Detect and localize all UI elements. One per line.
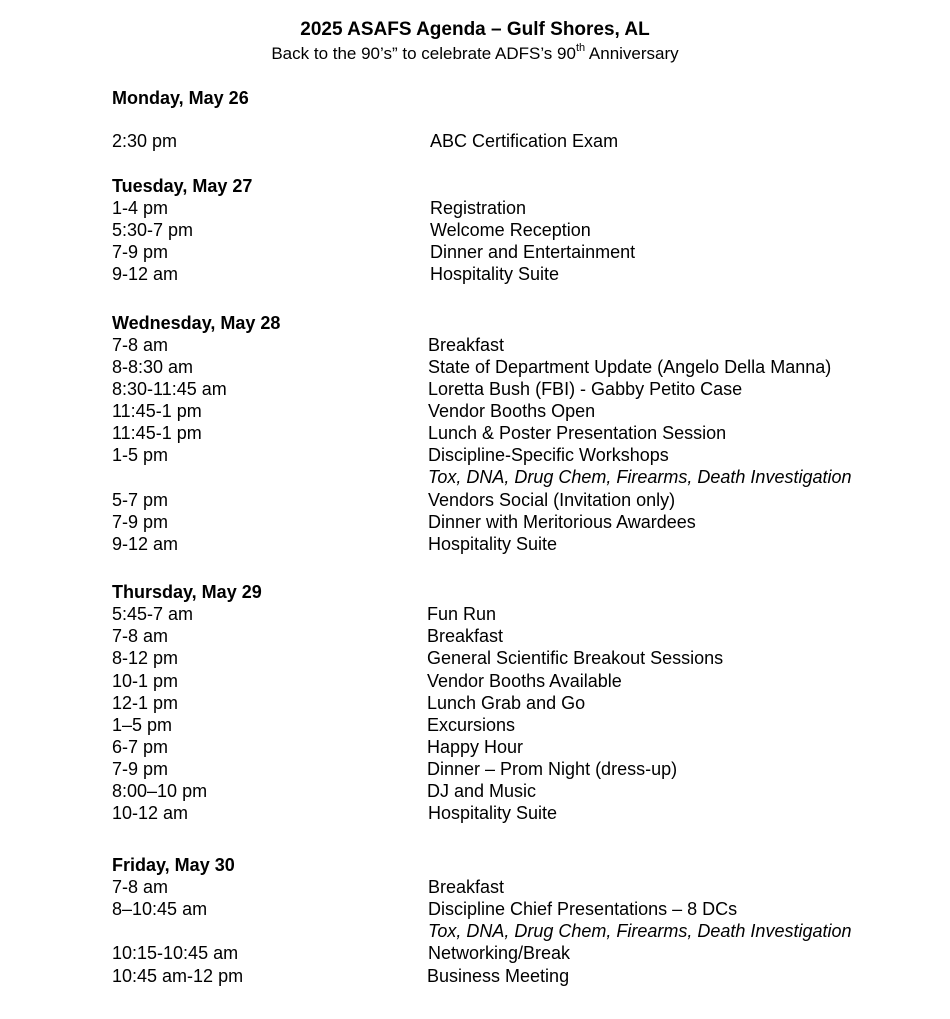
agenda-event: Networking/Break <box>428 943 571 963</box>
agenda-event: Welcome Reception <box>430 220 591 240</box>
agenda-event: ABC Certification Exam <box>430 131 619 151</box>
agenda-row <box>112 714 912 736</box>
agenda-event: Dinner with Meritorious Awardees <box>428 512 696 532</box>
day-heading-friday: Friday, May 30 <box>112 855 235 875</box>
agenda-event: Hospitality Suite <box>428 534 558 554</box>
agenda-time: 8-8:30 am <box>112 357 194 377</box>
agenda-time: 11:45-1 pm <box>112 423 202 443</box>
agenda-event: Discipline Chief Presentations – 8 DCs <box>428 899 738 919</box>
agenda-row <box>112 647 912 669</box>
agenda-time: 5:30-7 pm <box>112 220 194 240</box>
agenda-event: Vendor Booths Open <box>428 401 596 421</box>
agenda-time: 1-5 pm <box>112 445 169 465</box>
agenda-row <box>112 780 912 802</box>
agenda-event: Registration <box>430 198 527 218</box>
agenda-time: 2:30 pm <box>112 131 178 151</box>
agenda-time: 8-12 pm <box>112 648 179 668</box>
agenda-row <box>112 334 912 356</box>
agenda-time: 9-12 am <box>112 534 179 554</box>
agenda-note: Tox, DNA, Drug Chem, Firearms, Death Investigation <box>428 467 852 487</box>
agenda-event: Breakfast <box>428 877 505 897</box>
agenda-time: 7-8 am <box>112 626 169 646</box>
agenda-time: 10-12 am <box>112 803 189 823</box>
agenda-event: Dinner – Prom Night (dress-up) <box>427 759 678 779</box>
agenda-row <box>112 197 912 219</box>
agenda-time: 10-1 pm <box>112 671 179 691</box>
agenda-time: 7-8 am <box>112 335 169 355</box>
agenda-row <box>112 489 912 511</box>
agenda-time: 8:30-11:45 am <box>112 379 227 399</box>
agenda-time: 6-7 pm <box>112 737 169 757</box>
page-subtitle <box>0 43 950 65</box>
day-heading-monday: Monday, May 26 <box>112 88 249 108</box>
agenda-event: Excursions <box>427 715 516 735</box>
agenda-event: DJ and Music <box>427 781 537 801</box>
agenda-time: 12-1 pm <box>112 693 179 713</box>
day-heading-thursday: Thursday, May 29 <box>112 582 262 602</box>
agenda-row <box>112 511 912 533</box>
agenda-event: Hospitality Suite <box>428 803 558 823</box>
agenda-row <box>112 625 912 647</box>
agenda-time: 9-12 am <box>112 264 179 284</box>
agenda-event: General Scientific Breakout Sessions <box>427 648 724 668</box>
agenda-row <box>112 241 912 263</box>
agenda-time: 7-9 pm <box>112 512 169 532</box>
agenda-row <box>112 942 912 964</box>
agenda-row <box>112 802 912 824</box>
agenda-row <box>112 422 912 444</box>
agenda-note: Tox, DNA, Drug Chem, Firearms, Death Investigation <box>428 921 852 941</box>
agenda-row <box>112 533 912 555</box>
agenda-row <box>112 692 912 714</box>
agenda-time: 8–10:45 am <box>112 899 208 919</box>
agenda-event: Dinner and Entertainment <box>430 242 636 262</box>
agenda-time: 5:45-7 am <box>112 604 194 624</box>
page-title: 2025 ASAFS Agenda – Gulf Shores, AL <box>300 19 650 40</box>
agenda-row <box>112 965 912 987</box>
agenda-time: 1–5 pm <box>112 715 173 735</box>
agenda-row <box>112 670 912 692</box>
agenda-time: 8:00–10 pm <box>112 781 208 801</box>
agenda-event: Hospitality Suite <box>430 264 560 284</box>
day-heading-tuesday: Tuesday, May 27 <box>112 176 253 196</box>
agenda-event: Fun Run <box>427 604 497 624</box>
agenda-time: 10:45 am-12 pm <box>112 966 244 986</box>
agenda-note-row <box>112 466 912 488</box>
agenda-time: 7-9 pm <box>112 759 169 779</box>
agenda-event: Vendor Booths Available <box>427 671 622 691</box>
agenda-time: 7-9 pm <box>112 242 169 262</box>
agenda-time: 7-8 am <box>112 877 169 897</box>
agenda-row <box>112 736 912 758</box>
agenda-row <box>112 444 912 466</box>
agenda-row <box>112 219 912 241</box>
agenda-row <box>112 898 912 920</box>
agenda-event: Breakfast <box>428 335 505 355</box>
agenda-event: Lunch Grab and Go <box>427 693 586 713</box>
subtitle-superscript: th <box>575 42 586 55</box>
agenda-row <box>112 263 912 285</box>
agenda-event: Vendors Social (Invitation only) <box>428 490 676 510</box>
agenda-event: Discipline-Specific Workshops <box>428 445 669 465</box>
day-heading-wednesday: Wednesday, May 28 <box>112 313 281 333</box>
agenda-event: Loretta Bush (FBI) - Gabby Petito Case <box>428 379 743 399</box>
agenda-event: Business Meeting <box>427 966 570 986</box>
agenda-row <box>112 400 912 422</box>
agenda-time: 1-4 pm <box>112 198 169 218</box>
subtitle-text: Back to the 90’s” to celebrate ADFS’s 90 <box>271 44 576 63</box>
agenda-row <box>112 356 912 378</box>
agenda-event: Breakfast <box>427 626 504 646</box>
agenda-row <box>112 130 912 152</box>
agenda-note-row <box>112 920 912 942</box>
agenda-time: 11:45-1 pm <box>112 401 202 421</box>
agenda-event: Happy Hour <box>427 737 524 757</box>
subtitle-text-end: Anniversary <box>585 44 679 63</box>
agenda-row <box>112 758 912 780</box>
agenda-row <box>112 378 912 400</box>
agenda-event: State of Department Update (Angelo Della Manna) <box>428 357 832 377</box>
agenda-event: Lunch & Poster Presentation Session <box>428 423 727 443</box>
agenda-row <box>112 603 912 625</box>
agenda-time: 10:15-10:45 am <box>112 943 239 963</box>
agenda-row <box>112 876 912 898</box>
agenda-time: 5-7 pm <box>112 490 169 510</box>
